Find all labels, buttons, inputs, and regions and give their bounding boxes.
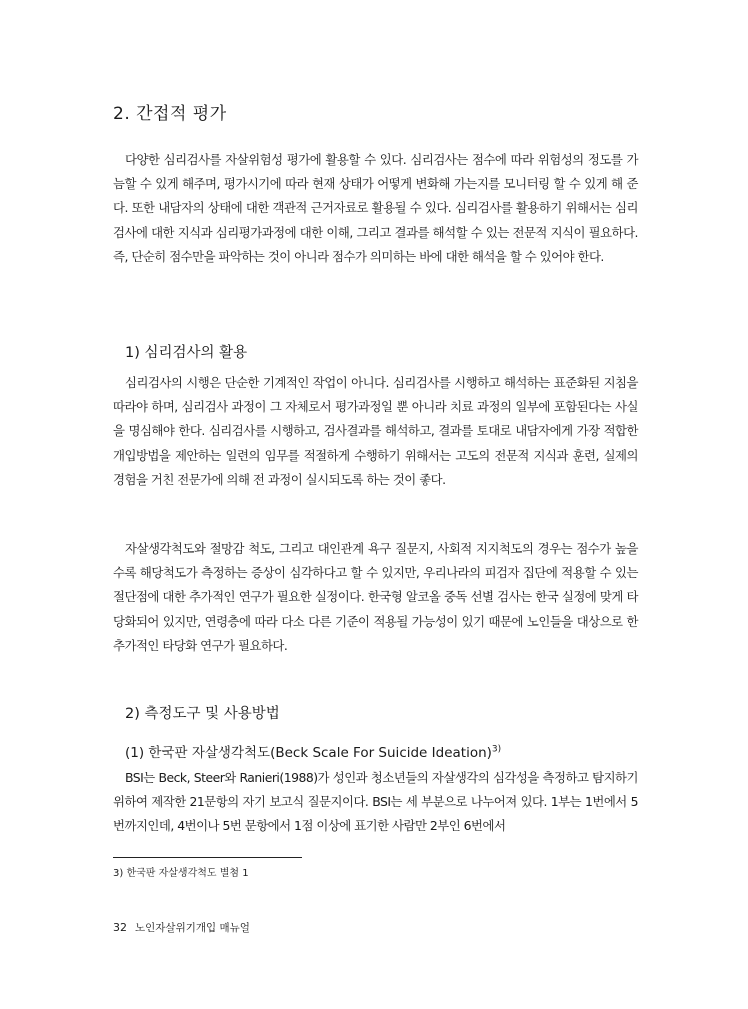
subsection-heading-psych-test-use: 1) 심리검사의 활용	[125, 345, 248, 361]
footnote-ref: 3)	[491, 744, 502, 755]
paragraph-psych-test-use: 심리검사의 시행은 단순한 기계적인 작업이 아니다. 심리검사를 시행하고 해석하는 표준화된 지침을 따라야 하며, 심리검사 과정이 그 자체로서 평가과정일 뿐 아니라 치료 과정의 일부에 포함된다는 사실을 명심해야 한다. 심리검사를 시행하고, 검사결과를 해석하고, 결과를 토대로 내담자에게 가장 적합한 개입방법을 제안하는 일련의 임무를 적절하게 수행하기 위해서는 고도의 전문적 지식과 훈련, 실제의 경험을 거친 전문가에 의해 전 과정이 실시되도록 하는 것이 좋다.	[113, 375, 638, 487]
intro-paragraph: 다양한 심리검사를 자살위험성 평가에 활용할 수 있다. 심리검사는 점수에 따라 위험성의 정도를 가늠할 수 있게 해주며, 평가시기에 따라 현재 상태가 어떻게 변화해 가는지를 모니터링 할 수 있게 해 준다. 또한 내담자의 상태에 대한 객관적 근거자료로 활용될 수 있다. 심리검사를 활용하기 위해서는 심리검사에 대한 지식과 심리평가과정에 대한 이해, 그리고 결과를 해석할 수 있는 전문적 지식이 필요하다. 즉, 단순히 점수만을 파악하는 것이 아니라 점수가 의미하는 바에 대한 해석을 할 수 있어야 한다.	[113, 152, 638, 264]
paragraph-bsi: BSI는 Beck, Steer와 Ranieri(1988)가 성인과 청소년들의 자살생각의 심각성을 측정하고 탐지하기 위하여 제작한 21문항의 자기 보고식 질문지이다. BSI는 세 부분으로 나누어져 있다. 1부는 1번에서 5번까지인데, 4번이나 5번 문항에서 1점 이상에 표기한 사람만 2부인 6번에서	[113, 770, 638, 834]
item-heading-bsi	[125, 741, 501, 761]
subsection-heading-measurement-tools: 2) 측정도구 및 사용방법	[125, 706, 280, 722]
paragraph-scales-cutoff: 자살생각척도와 절망감 척도, 그리고 대인관계 욕구 질문지, 사회적 지지척도의 경우는 점수가 높을수록 해당척도가 측정하는 증상이 심각하다고 할 수 있지만, 우리나라의 피검자 집단에 적용할 수 있는 절단점에 대한 추가적인 연구가 필요한 실정이다. 한국형 알코올 중독 선별 검사는 한국 실정에 맞게 타당화되어 있지만, 연령층에 따라 다소 다른 기준이 적용될 가능성이 있기 때문에 노인들을 대상으로 한 추가적인 타당화 연구가 필요하다.	[113, 541, 638, 653]
footnote: 3) 한국판 자살생각척도 별첨 1	[113, 868, 249, 879]
footer-title: 노인자살위기개입 매뉴얼	[135, 922, 250, 934]
footnote-divider	[113, 857, 302, 858]
page-footer	[113, 920, 250, 935]
item-heading-text: (1) 한국판 자살생각척도(Beck Scale For Suicide Ideation)	[125, 745, 492, 761]
page-number: 32	[113, 921, 127, 934]
section-heading: 2. 간접적 평가	[113, 104, 227, 124]
